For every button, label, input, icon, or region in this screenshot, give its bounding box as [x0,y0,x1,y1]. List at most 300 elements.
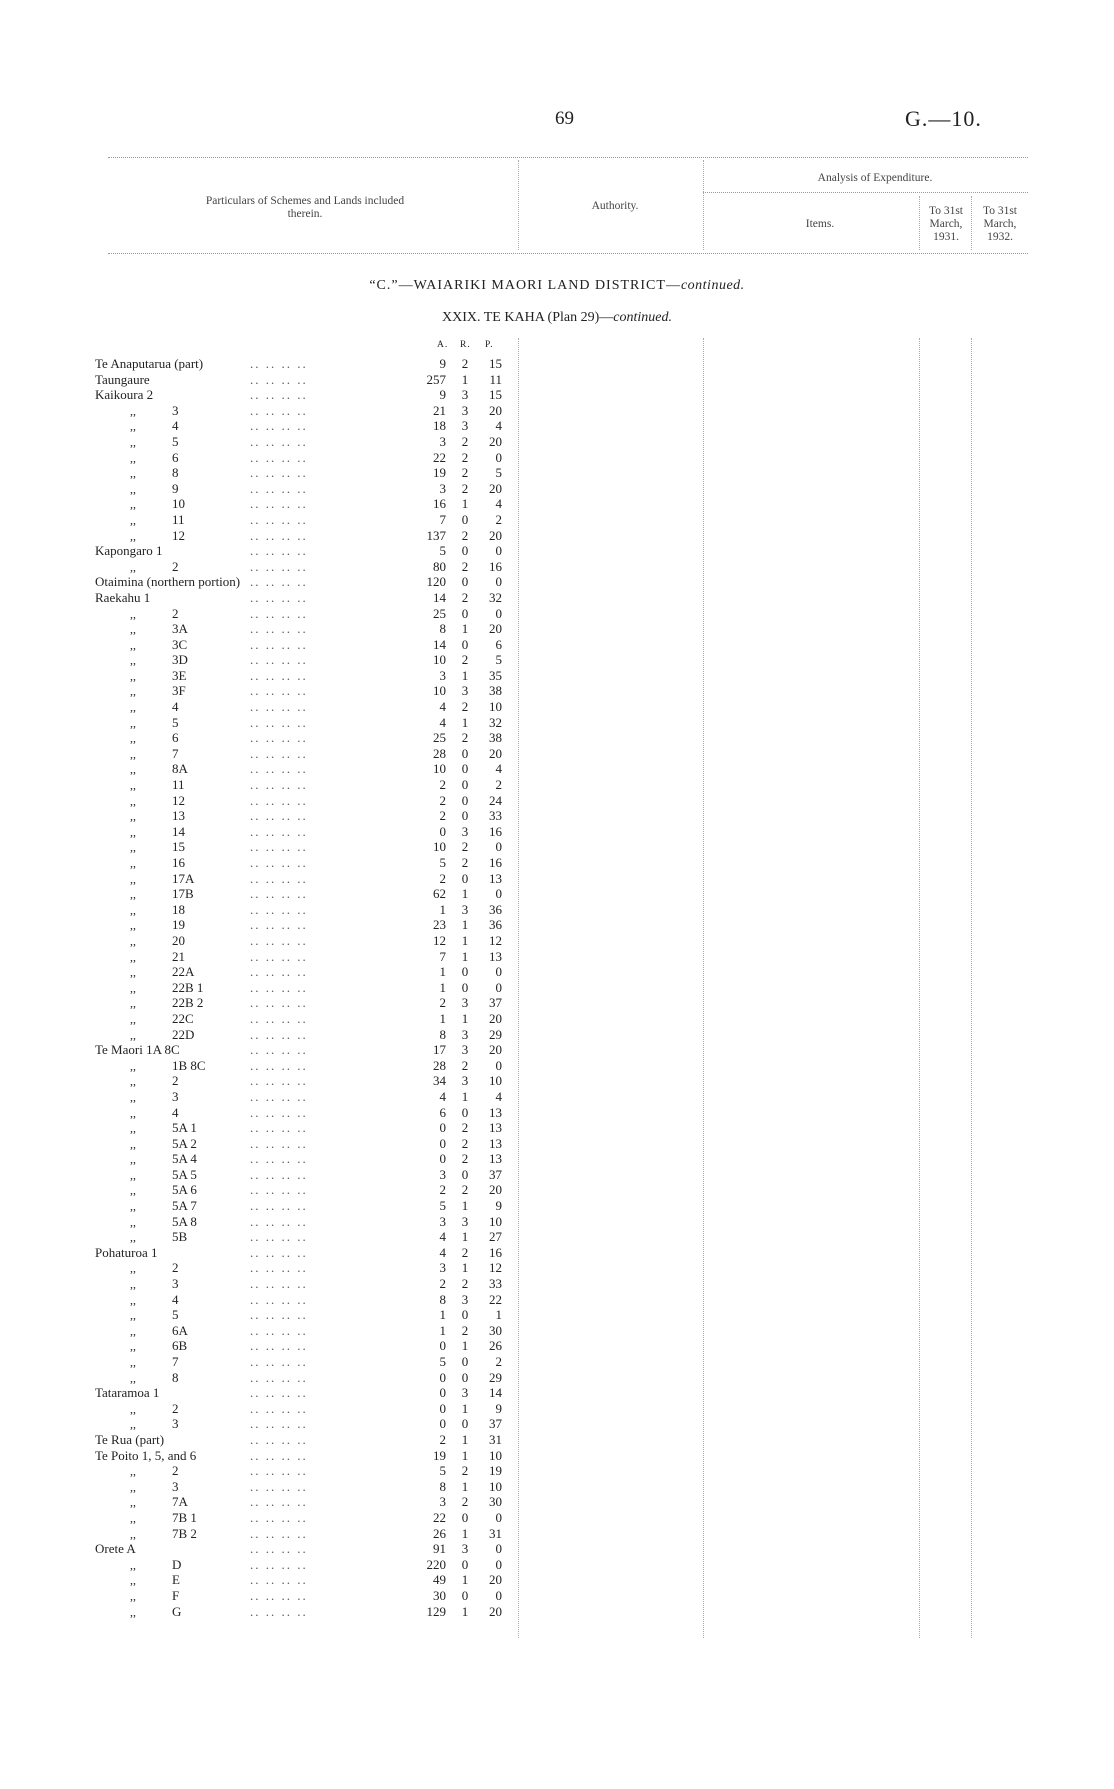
leader-dots: .. .. .. .. [250,1026,308,1042]
acres-cell: 25 [433,605,446,621]
roods-cell: 1 [461,1088,469,1104]
roods-cell: 1 [461,1572,469,1588]
leader-dots: .. .. .. .. [250,1260,308,1276]
acres-cell: 0 [439,1120,446,1136]
leader-dots: .. .. .. .. [250,1463,308,1479]
acres-cell: 1 [439,979,446,995]
acres-cell: 8 [439,1478,446,1494]
header-top-rule [108,157,1028,158]
roods-cell: 1 [461,917,469,933]
land-name [130,1354,179,1371]
table-row [0,902,520,918]
perches-cell: 15 [489,387,502,403]
roods-cell: 3 [461,1541,469,1557]
table-row [0,450,520,466]
land-name [130,668,186,685]
ditto-mark: ,, [130,512,136,527]
ditto-mark: ,, [130,419,136,434]
land-name: Taungaure [95,371,150,387]
roods-cell: 0 [461,979,469,995]
perches-cell: 16 [489,1244,502,1260]
roods-cell: 0 [461,1104,469,1120]
roods-cell: 1 [461,886,469,902]
land-name [130,1167,197,1184]
perches-cell: 12 [489,932,502,948]
land-name [130,1526,197,1543]
roods-cell: 0 [461,1556,469,1572]
roods-cell: 2 [461,699,469,715]
leader-dots: .. .. .. .. [250,808,308,824]
ditto-mark: ,, [130,1183,136,1198]
acres-cell: 7 [439,948,446,964]
land-name-text: 22B 1 [172,979,204,995]
leader-dots: .. .. .. .. [250,1010,308,1026]
leader-dots: .. .. .. .. [250,1135,308,1151]
roods-cell: 2 [461,558,469,574]
leader-dots: .. .. .. .. [250,1182,308,1198]
land-name [130,683,186,700]
land-name: Kapongaro 1 [95,543,163,559]
land-name [130,1073,179,1090]
perches-cell: 0 [495,1587,502,1603]
land-name [130,730,179,747]
acres-cell: 0 [439,823,446,839]
acres-cell: 28 [433,1057,446,1073]
table-row [0,1463,520,1479]
perches-cell: 32 [489,714,502,730]
roods-cell: 2 [461,433,469,449]
ditto-mark: ,, [130,403,136,418]
table-row [0,1214,520,1230]
land-name [130,652,188,669]
ditto-mark: ,, [130,902,136,917]
acres-cell: 34 [433,1073,446,1089]
land-name-text: 22D [172,1026,195,1042]
perches-cell: 0 [495,605,502,621]
perches-cell: 0 [495,886,502,902]
leader-dots: .. .. .. .. [250,1494,308,1510]
land-name [130,886,194,903]
roods-cell: 3 [461,402,469,418]
leader-dots: .. .. .. .. [250,932,308,948]
ditto-mark: ,, [130,1105,136,1120]
to-1932-header: To 31st March, 1932. [982,205,1018,243]
land-name: Te Maori 1A 8C [95,1042,180,1058]
roods-cell: 1 [461,1525,469,1541]
land-name [130,1058,206,1075]
table-row [0,496,520,512]
perches-cell: 20 [489,527,502,543]
acres-cell: 120 [426,574,446,590]
leader-dots: .. .. .. .. [250,605,308,621]
acres-cell: 30 [433,1587,446,1603]
table-row [0,1136,520,1152]
perches-cell: 20 [489,433,502,449]
roods-cell: 1 [461,948,469,964]
land-name [130,1463,179,1480]
acres-cell: 19 [433,1447,446,1463]
land-name [130,777,185,794]
ditto-mark: ,, [130,1199,136,1214]
perches-cell: 1 [495,1307,502,1323]
perches-cell: 4 [495,1088,502,1104]
perches-cell: 36 [489,917,502,933]
perches-cell: 4 [495,761,502,777]
land-name [130,465,179,482]
leader-dots: .. .. .. .. [250,1229,308,1245]
acres-cell: 26 [433,1525,446,1541]
land-name-text: 18 [172,901,185,917]
land-name-text: 8 [172,1369,179,1385]
land-name-text: 20 [172,932,185,948]
perches-cell: 14 [489,1385,502,1401]
table-row [0,559,520,575]
table-row [0,387,520,403]
leader-dots: .. .. .. .. [250,777,308,793]
acres-cell: 3 [439,1166,446,1182]
acres-cell: 2 [439,870,446,886]
perches-cell: 13 [489,1104,502,1120]
leader-dots: .. .. .. .. [250,699,308,715]
acres-cell: 1 [439,1010,446,1026]
roods-cell: 2 [461,1151,469,1167]
leader-dots: .. .. .. .. [250,1213,308,1229]
land-name [130,1572,180,1589]
ditto-mark: ,, [130,466,136,481]
perches-cell: 0 [495,964,502,980]
land-name-text: D [172,1556,182,1572]
ditto-mark: ,, [130,637,136,652]
leader-dots: .. .. .. .. [250,1104,308,1120]
leader-dots: .. .. .. .. [250,1338,308,1354]
roods-cell: 0 [461,792,469,808]
table-row [0,1027,520,1043]
land-name [130,855,185,872]
land-name-text: 5A 2 [172,1135,197,1151]
land-name [130,528,185,545]
roods-cell: 3 [461,901,469,917]
roods-cell: 0 [461,1416,469,1432]
land-name [130,949,185,966]
roods-cell: 2 [461,839,469,855]
table-row [0,1073,520,1089]
land-name [130,1182,197,1199]
land-name: Otaimina (northern portion) [95,574,241,590]
acres-cell: 14 [433,636,446,652]
land-name-text: 17A [172,870,195,886]
acres-cell: 10 [433,683,446,699]
table-row [0,761,520,777]
ditto-mark: ,, [130,559,136,574]
analysis-header: Analysis of Expenditure. [817,172,933,184]
table-row [0,949,520,965]
leader-dots: .. .. .. .. [250,480,308,496]
land-name-text: 2 [172,1260,179,1276]
acres-cell: 257 [426,371,446,387]
acres-cell: 21 [433,402,446,418]
roods-cell: 0 [461,745,469,761]
leader-dots: .. .. .. .. [250,1572,308,1588]
page-number: 69 [555,108,574,129]
roods-cell: 0 [461,777,469,793]
perches-cell: 4 [495,496,502,512]
perches-cell: 33 [489,1276,502,1292]
land-name: Kaikoura 2 [95,387,154,403]
acres-cell: 7 [439,511,446,527]
roods-cell: 1 [461,1431,469,1447]
ditto-mark: ,, [130,1510,136,1525]
acres-cell: 6 [439,1104,446,1120]
acres-cell: 0 [439,1400,446,1416]
land-name-text: 9 [172,480,179,496]
roods-cell: 1 [461,1400,469,1416]
land-name [130,871,194,888]
acres-cell: 18 [433,418,446,434]
leader-dots: .. .. .. .. [250,1166,308,1182]
leader-dots: .. .. .. .. [250,1385,308,1401]
leader-dots: .. .. .. .. [250,730,308,746]
authority-header: Authority. [591,200,639,212]
land-name [130,824,185,841]
roods-cell: 0 [461,636,469,652]
leader-dots: .. .. .. .. [250,917,308,933]
ditto-mark: ,, [130,1479,136,1494]
leader-dots: .. .. .. .. [250,870,308,886]
land-name-text: 5A 7 [172,1198,197,1214]
table-row [0,730,520,746]
table-row [0,1167,520,1183]
roods-cell: 2 [461,449,469,465]
perches-cell: 0 [495,979,502,995]
roods-cell: 0 [461,605,469,621]
roods-cell: 1 [461,371,469,387]
table-row [0,1260,520,1276]
roods-cell: 3 [461,1026,469,1042]
ditto-mark: ,, [130,1058,136,1073]
roods-cell: 0 [461,761,469,777]
roods-cell: 3 [461,1073,469,1089]
ditto-mark: ,, [130,762,136,777]
acres-cell: 14 [433,589,446,605]
acres-cell: 1 [439,1322,446,1338]
land-name-text: 19 [172,917,185,933]
acres-header: A. [437,340,449,350]
ditto-mark: ,, [130,481,136,496]
roods-cell: 0 [461,1354,469,1369]
acres-cell: 0 [439,1151,446,1167]
perches-cell: 0 [495,1509,502,1525]
perches-cell: 38 [489,683,502,699]
land-name [130,1416,179,1433]
land-name-text: 4 [172,1104,179,1120]
land-name-text: 21 [172,948,185,964]
perches-cell: 2 [495,1354,502,1369]
particulars-header: Particulars of Schemes and Lands included therein. [205,195,405,220]
ditto-mark: ,, [130,746,136,761]
ditto-mark: ,, [130,1152,136,1167]
ditto-mark: ,, [130,622,136,637]
acres-cell: 5 [439,1198,446,1214]
column-divider [971,338,972,1638]
table-row [0,1323,520,1339]
acres-cell: 17 [433,1042,446,1058]
acres-cell: 62 [433,886,446,902]
perches-cell: 10 [489,1073,502,1089]
leader-dots: .. .. .. .. [250,1120,308,1136]
table-row [0,543,520,559]
table-row [0,528,520,544]
leader-dots: .. .. .. .. [250,1057,308,1073]
land-name-text: 3 [172,402,179,418]
ditto-mark: ,, [130,856,136,870]
acres-cell: 2 [439,995,446,1011]
leader-dots: .. .. .. .. [250,543,308,559]
district-continued: continued. [680,278,745,293]
land-name [130,559,179,576]
leader-dots: .. .. .. .. [250,1151,308,1167]
roods-cell: 1 [461,1338,469,1354]
table-row [0,1494,520,1510]
land-name-text: 3 [172,1416,179,1432]
ditto-mark: ,, [130,980,136,995]
ditto-mark: ,, [130,1417,136,1432]
land-name-text: 16 [172,855,185,870]
roods-cell: 1 [461,714,469,730]
roods-cell: 0 [461,543,469,559]
roods-cell: 2 [461,1244,469,1260]
table-row [0,481,520,497]
acres-cell: 5 [439,1463,446,1479]
leader-dots: .. .. .. .. [250,1307,308,1323]
perches-cell: 20 [489,1572,502,1588]
perches-cell: 0 [495,1556,502,1572]
perches-cell: 20 [489,1182,502,1198]
ditto-mark: ,, [130,1089,136,1104]
ditto-mark: ,, [130,1121,136,1136]
acres-cell: 5 [439,543,446,559]
perches-cell: 27 [489,1229,502,1245]
table-row [0,715,520,731]
ditto-mark: ,, [130,1464,136,1479]
perches-cell: 29 [489,1369,502,1385]
roods-cell: 2 [461,1276,469,1292]
acres-cell: 9 [439,387,446,403]
perches-cell: 5 [495,465,502,481]
roods-cell: 2 [461,1322,469,1338]
land-name-text: 7B 1 [172,1509,197,1525]
table-row [0,1011,520,1027]
roods-cell: 2 [461,1182,469,1198]
roods-cell: 0 [461,1587,469,1603]
leader-dots: .. .. .. .. [250,402,308,418]
land-name-text: 2 [172,558,179,574]
leader-dots: .. .. .. .. [250,589,308,605]
acres-cell: 4 [439,1244,446,1260]
perches-cell: 20 [489,621,502,637]
leader-dots: .. .. .. .. [250,1073,308,1089]
roods-cell: 3 [461,1291,469,1307]
leader-dots: .. .. .. .. [250,839,308,855]
land-name [130,995,203,1012]
leader-dots: .. .. .. .. [250,1354,308,1369]
table-row [0,1120,520,1136]
land-name [130,450,179,467]
land-name [130,1479,179,1496]
perches-cell: 0 [495,839,502,855]
acres-cell: 0 [439,1369,446,1385]
land-name [130,917,185,934]
perches-cell: 9 [495,1400,502,1416]
acres-cell: 80 [433,558,446,574]
land-name: Pohaturoa 1 [95,1244,158,1260]
land-name [130,793,185,810]
perches-cell: 16 [489,558,502,574]
land-name-text: 13 [172,808,185,824]
table-row [0,964,520,980]
roods-cell: 2 [461,855,469,870]
roods-cell: 2 [461,730,469,746]
land-name-text: E [172,1572,180,1588]
acres-cell: 3 [439,1213,446,1229]
land-name [130,1370,179,1387]
land-name: Te Rua (part) [95,1431,165,1447]
ditto-mark: ,, [130,528,136,543]
land-name [130,761,188,778]
leader-dots: .. .. .. .. [250,1587,308,1603]
table-row [0,372,520,388]
acres-cell: 3 [439,433,446,449]
leader-dots: .. .. .. .. [250,901,308,917]
perches-cell: 31 [489,1525,502,1541]
perches-cell: 13 [489,1135,502,1151]
roods-header: R. [460,340,471,350]
land-name: Orete A [95,1541,136,1557]
roods-cell: 0 [461,1369,469,1385]
land-name-text: 3A [172,621,188,637]
land-name [130,808,185,825]
column-divider [703,338,704,1638]
perches-cell: 13 [489,948,502,964]
land-name [130,746,179,763]
roods-cell: 0 [461,808,469,824]
table-row [0,995,520,1011]
ditto-mark: ,, [130,731,136,746]
leader-dots: .. .. .. .. [250,621,308,637]
leader-dots: .. .. .. .. [250,823,308,839]
table-row [0,1151,520,1167]
ditto-mark: ,, [130,1308,136,1323]
land-name [130,1292,179,1309]
land-name [130,1027,194,1044]
ditto-mark: ,, [130,778,136,793]
table-row [0,871,520,887]
perches-cell: 22 [489,1291,502,1307]
perches-cell: 10 [489,699,502,715]
acres-cell: 12 [433,932,446,948]
roods-cell: 3 [461,683,469,699]
roods-cell: 2 [461,1120,469,1136]
table-row [0,1338,520,1354]
leader-dots: .. .. .. .. [250,1198,308,1214]
perches-cell: 11 [489,371,502,387]
acres-cell: 0 [439,1338,446,1354]
land-name-text: 5A 4 [172,1151,197,1167]
acres-cell: 22 [433,1509,446,1525]
land-name [130,403,179,420]
ditto-mark: ,, [130,824,136,839]
leader-dots: .. .. .. .. [250,1291,308,1307]
leader-dots: .. .. .. .. [250,496,308,512]
